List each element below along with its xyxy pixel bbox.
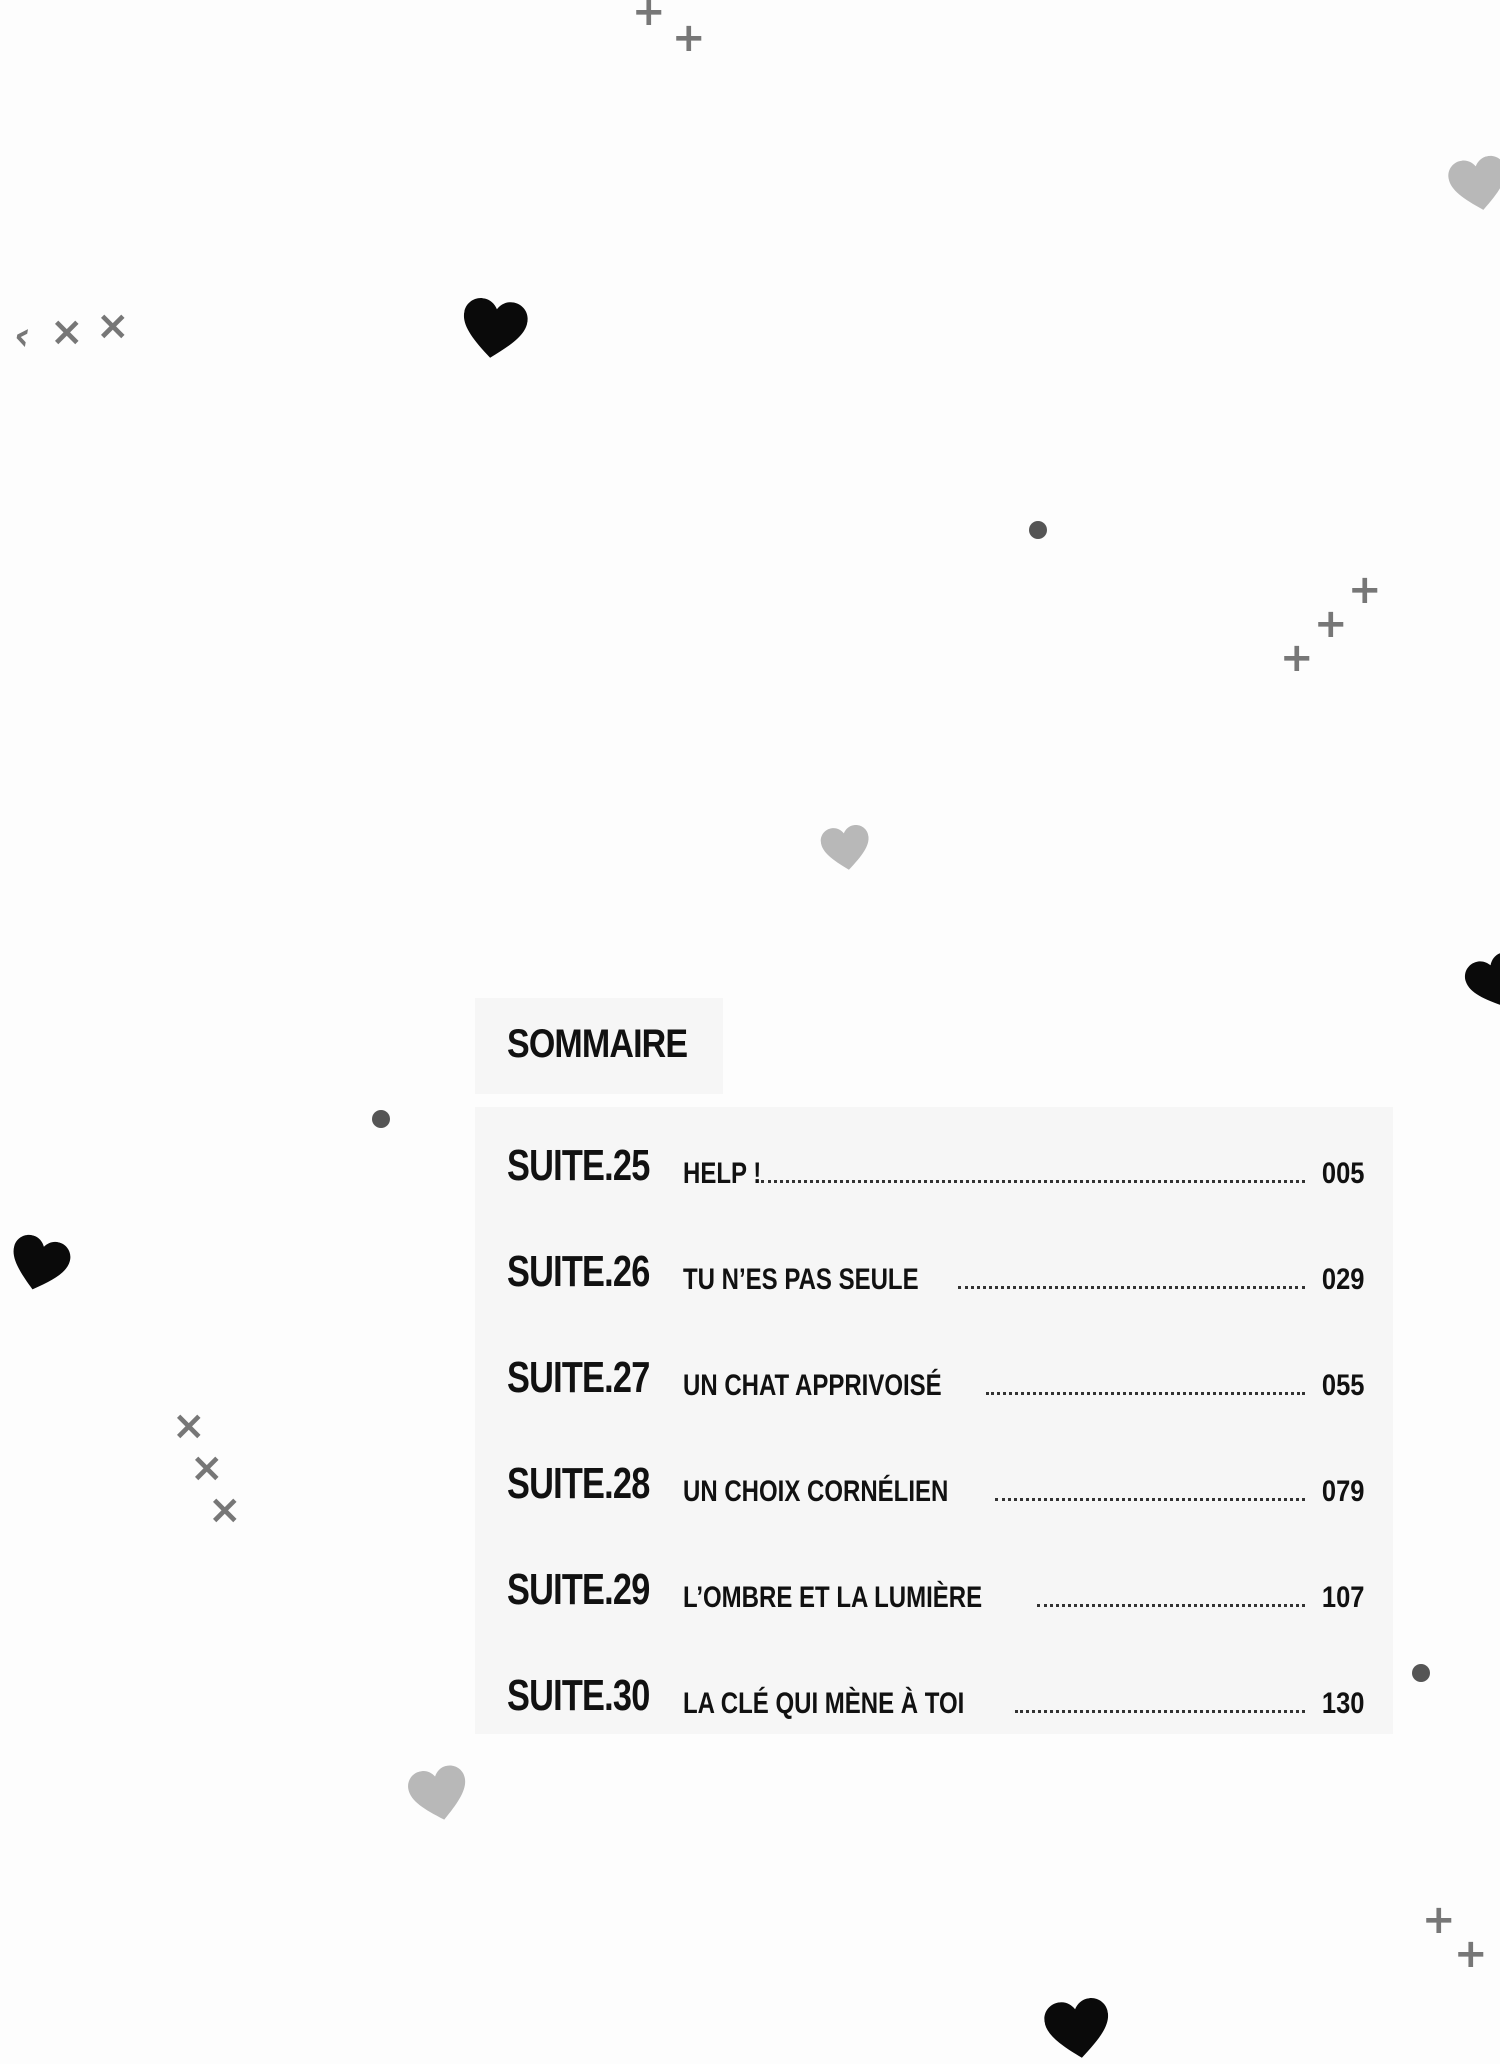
heart-icon [4,1231,74,1298]
page-number: 005 [1321,1157,1365,1190]
table-of-contents [475,1107,1393,1734]
dot-icon [372,1110,390,1128]
toc-entry[interactable] [507,1449,1365,1509]
x-icon: × [50,309,84,355]
toc-entry[interactable] [507,1555,1365,1615]
dot-leader [958,1286,1306,1289]
chapter-number: SUITE.25 [507,1141,650,1190]
chapter-number: SUITE.30 [507,1671,650,1720]
chapter-number: SUITE.28 [507,1459,650,1508]
dot-leader [1015,1710,1305,1713]
heart-icon [1446,153,1500,216]
chapter-title: UN CHOIX CORNÉLIEN [683,1475,949,1508]
chapter-title: UN CHAT APPRIVOISÉ [683,1369,942,1402]
chapter-title: L’OMBRE ET LA LUMIÈRE [683,1581,983,1614]
chapter-number: SUITE.26 [507,1247,650,1296]
toc-entry[interactable] [507,1131,1365,1191]
x-icon: × [172,1403,206,1449]
page-number: 107 [1321,1581,1365,1614]
dot-leader [761,1180,1305,1183]
plus-icon: + [1280,635,1314,681]
dot-leader [986,1392,1305,1395]
toc-entry[interactable] [507,1661,1365,1721]
heart-icon [819,823,873,875]
toc-entry[interactable] [507,1343,1365,1403]
toc-heading-box [475,998,723,1094]
plus-icon: + [1454,1931,1488,1977]
dot-leader [995,1498,1305,1501]
page-number: 055 [1321,1369,1365,1402]
plus-icon: + [632,0,666,35]
chapter-title: LA CLÉ QUI MÈNE À TOI [683,1687,965,1720]
chapter-title: TU N’ES PAS SEULE [683,1263,919,1296]
x-icon: × [208,1487,242,1533]
page-number: 130 [1321,1687,1365,1720]
x-icon: × [190,1445,224,1491]
heart-icon [1461,948,1500,1019]
page-number: 079 [1321,1475,1365,1508]
heart-icon [458,296,530,364]
plus-icon: + [1422,1897,1456,1943]
x-icon: ‹ [10,311,35,361]
plus-icon: + [1348,567,1382,613]
plus-icon: + [672,15,706,61]
x-icon: × [96,303,130,349]
dot-icon [1029,521,1047,539]
toc-heading: SOMMAIRE [507,1022,688,1066]
page-number: 029 [1321,1263,1365,1296]
heart-icon [405,1763,473,1828]
chapter-title: HELP ! [683,1157,762,1190]
toc-entry[interactable] [507,1237,1365,1297]
dot-icon [1412,1664,1430,1682]
dot-leader [1037,1604,1305,1607]
chapter-number: SUITE.27 [507,1353,650,1402]
chapter-number: SUITE.29 [507,1565,650,1614]
plus-icon: + [1314,601,1348,647]
